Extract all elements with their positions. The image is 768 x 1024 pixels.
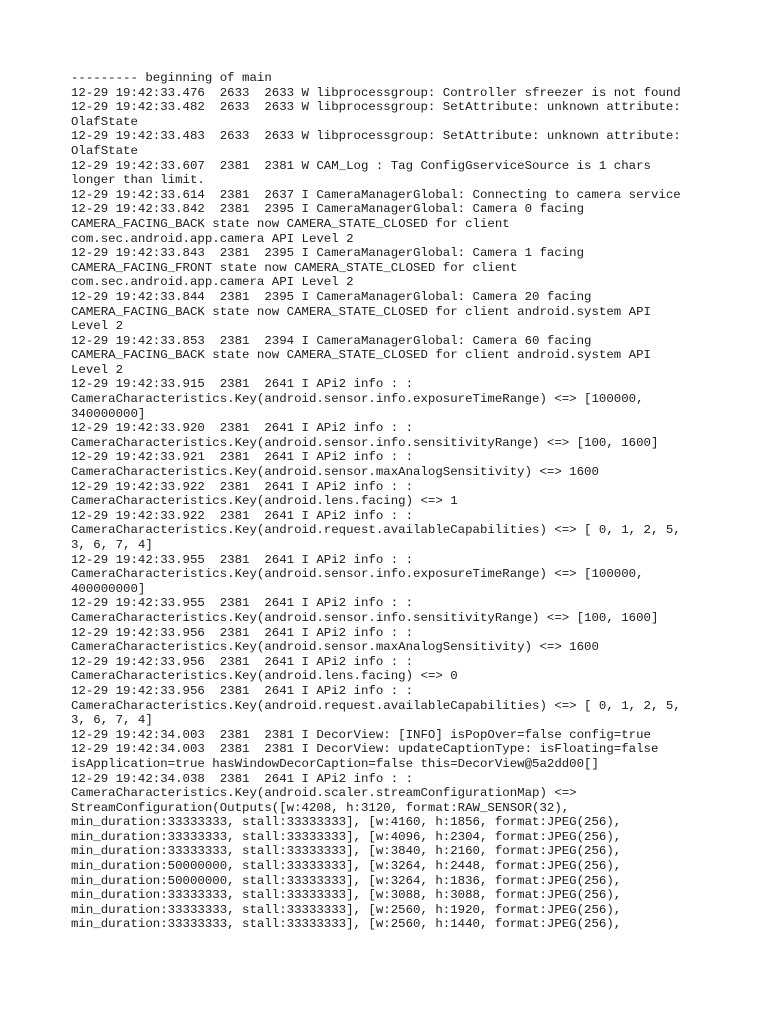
log-line: CameraCharacteristics.Key(android.sensor.info.exposureTimeRange) <=> [100000, [71, 567, 644, 582]
log-line: 12-29 19:42:34.003 2381 2381 I DecorView: updateCaptionType: isFloating=false [71, 742, 659, 757]
log-line: 12-29 19:42:33.482 2633 2633 W libprocessgroup: SetAttribute: unknown attribute: [71, 100, 681, 115]
log-line: 12-29 19:42:33.922 2381 2641 I APi2 info : : [71, 508, 414, 523]
log-line: 12-29 19:42:33.483 2633 2633 W libprocessgroup: SetAttribute: unknown attribute: [71, 129, 681, 144]
log-line: 12-29 19:42:33.476 2633 2633 W libprocessgroup: Controller sfreezer is not found [71, 85, 681, 100]
log-line: min_duration:33333333, stall:33333333], [w:2560, h:1440, format:JPEG(256), [71, 917, 622, 932]
log-line: 12-29 19:42:33.921 2381 2641 I APi2 info : : [71, 450, 414, 465]
log-line: CameraCharacteristics.Key(android.request.availableCapabilities) <=> [ 0, 1, 2, 5, [71, 698, 681, 713]
log-line: 340000000] [71, 406, 146, 421]
log-line: longer than limit. [71, 173, 205, 188]
log-line: CAMERA_FACING_BACK state now CAMERA_STATE_CLOSED for client android.system API [71, 304, 651, 319]
log-line: min_duration:33333333, stall:33333333], [w:4160, h:1856, format:JPEG(256), [71, 815, 622, 830]
log-line: CameraCharacteristics.Key(android.sensor.maxAnalogSensitivity) <=> 1600 [71, 465, 599, 480]
log-line: isApplication=true hasWindowDecorCaption=false this=DecorView@5a2dd00[] [71, 756, 599, 771]
log-line: CameraCharacteristics.Key(android.sensor.info.sensitivityRange) <=> [100, 1600] [71, 435, 659, 450]
log-line: CameraCharacteristics.Key(android.sensor.info.exposureTimeRange) <=> [100000, [71, 392, 644, 407]
log-line: com.sec.android.app.camera API Level 2 [71, 231, 354, 246]
log-line: Level 2 [71, 319, 124, 334]
log-line: CAMERA_FACING_BACK state now CAMERA_STATE_CLOSED for client [71, 216, 510, 231]
log-line: 12-29 19:42:33.956 2381 2641 I APi2 info : : [71, 654, 414, 669]
log-line: min_duration:33333333, stall:33333333], [w:3840, h:2160, format:JPEG(256), [71, 844, 622, 859]
log-line: --------- beginning of main [71, 71, 272, 85]
log-line: min_duration:50000000, stall:33333333], [w:3264, h:2448, format:JPEG(256), [71, 859, 622, 874]
log-line: OlafState [71, 114, 138, 129]
log-line: CameraCharacteristics.Key(android.request.availableCapabilities) <=> [ 0, 1, 2, 5, [71, 523, 681, 538]
log-line: min_duration:33333333, stall:33333333], [w:2560, h:1920, format:JPEG(256), [71, 902, 622, 917]
log-line: 12-29 19:42:33.920 2381 2641 I APi2 info : : [71, 421, 414, 436]
log-line: Level 2 [71, 362, 124, 377]
log-line: 12-29 19:42:33.956 2381 2641 I APi2 info : : [71, 683, 414, 698]
log-line: 3, 6, 7, 4] [71, 538, 153, 552]
log-line: com.sec.android.app.camera API Level 2 [71, 275, 354, 290]
log-line: 12-29 19:42:33.842 2381 2395 I CameraManagerGlobal: Camera 0 facing [71, 202, 585, 217]
log-line: 12-29 19:42:33.955 2381 2641 I APi2 info : : [71, 596, 414, 611]
log-line: min_duration:33333333, stall:33333333], [w:4096, h:2304, format:JPEG(256), [71, 829, 622, 844]
log-line: StreamConfiguration(Outputs([w:4208, h:3120, format:RAW_SENSOR(32), [71, 800, 570, 815]
log-line: CAMERA_FACING_BACK state now CAMERA_STATE_CLOSED for client android.system API [71, 348, 651, 363]
log-line: 12-29 19:42:33.922 2381 2641 I APi2 info : : [71, 479, 414, 494]
log-line: 12-29 19:42:33.955 2381 2641 I APi2 info : : [71, 552, 414, 567]
log-line: CameraCharacteristics.Key(android.lens.facing) <=> 1 [71, 494, 458, 509]
log-line: min_duration:50000000, stall:33333333], [w:3264, h:1836, format:JPEG(256), [71, 873, 622, 888]
log-line: min_duration:33333333, stall:33333333], [w:3088, h:3088, format:JPEG(256), [71, 888, 622, 903]
log-line: 12-29 19:42:33.915 2381 2641 I APi2 info : : [71, 377, 414, 392]
log-line: 12-29 19:42:33.853 2381 2394 I CameraManagerGlobal: Camera 60 facing [71, 333, 592, 348]
log-line: 12-29 19:42:33.607 2381 2381 W CAM_Log : Tag ConfigGserviceSource is 1 chars [71, 158, 651, 173]
log-line: CameraCharacteristics.Key(android.lens.facing) <=> 0 [71, 669, 458, 684]
log-line: CameraCharacteristics.Key(android.sensor.maxAnalogSensitivity) <=> 1600 [71, 640, 599, 655]
log-line: 12-29 19:42:34.003 2381 2381 I DecorView: [INFO] isPopOver=false config=true [71, 727, 651, 742]
log-line: 3, 6, 7, 4] [71, 713, 153, 728]
log-line: CameraCharacteristics.Key(android.sensor.info.sensitivityRange) <=> [100, 1600] [71, 610, 659, 625]
log-line: 12-29 19:42:34.038 2381 2641 I APi2 info : : [71, 771, 414, 786]
log-line: 12-29 19:42:33.844 2381 2395 I CameraManagerGlobal: Camera 20 facing [71, 289, 592, 304]
log-line: 400000000] [71, 581, 146, 596]
log-line: OlafState [71, 143, 138, 158]
log-line: 12-29 19:42:33.614 2381 2637 I CameraManagerGlobal: Connecting to camera service [71, 187, 681, 202]
log-line: 12-29 19:42:33.843 2381 2395 I CameraManagerGlobal: Camera 1 facing [71, 246, 585, 261]
log-line: CAMERA_FACING_FRONT state now CAMERA_STATE_CLOSED for client [71, 260, 518, 275]
log-line: CameraCharacteristics.Key(android.scaler.streamConfigurationMap) <=> [71, 786, 577, 801]
logcat-output [71, 71, 711, 932]
log-line: 12-29 19:42:33.956 2381 2641 I APi2 info : : [71, 625, 414, 640]
